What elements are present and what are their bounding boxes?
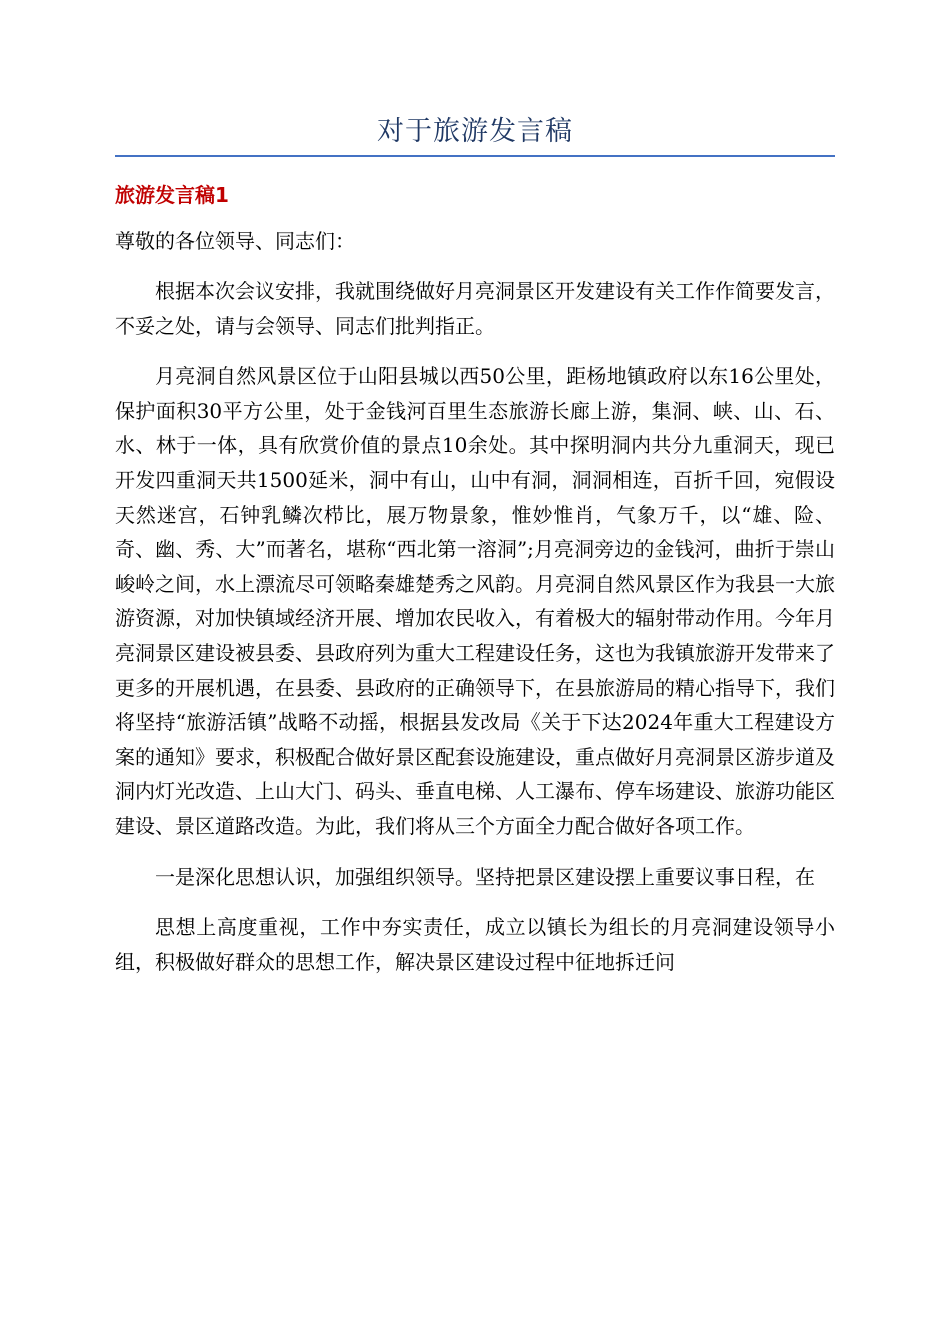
- paragraph-intro: 根据本次会议安排，我就围绕做好月亮洞景区开发建设有关工作作简要发言，不妥之处，请与会领导、同志们批判指正。: [115, 279, 835, 338]
- document-body: [115, 224, 835, 995]
- title-underline: [115, 155, 835, 157]
- document-title: 对于旅游发言稿: [377, 116, 573, 147]
- section-heading: 旅游发言稿1: [115, 183, 229, 207]
- paragraph-scenic-area: 月亮洞自然风景区位于山阳县城以西50公里，距杨地镇政府以东16公里处，保护面积30平方公里，处于金钱河百里生态旅游长廊上游，集洞、峡、山、石、水、林于一体，具有欣赏价值的景点10余处。其中探明洞内共分九重洞天，现已开发四重洞天共1500延米，洞中有山，山中有洞，洞洞相连，百折千回，宛假设天然迷宫，石钟乳鳞次栉比，展万物景象，惟妙惟肖，气象万千，以“雄、险、奇、幽、秀、大”而著名，堪称“西北第一溶洞”;月亮洞旁边的金钱河，曲折于崇山峻岭之间，水上漂流尽可领略秦雄楚秀之风韵。月亮洞自然风景区作为我县一大旅游资源，对加快镇域经济开展、增加农民收入，有着极大的辐射带动作用。今年月亮洞景区建设被县委、县政府列为重大工程建设任务，这也为我镇旅游开发带来了更多的开展机遇，在县委、县政府的正确领导下，在县旅游局的精心指导下，我们将坚持“旅游活镇”战略不动摇，根据县发改局《关于下达2024年重大工程建设方案的通知》要求，积极配合做好景区配套设施建设，重点做好月亮洞景区游步道及洞内灯光改造、上山大门、码头、垂直电梯、人工瀑布、停车场建设、旅游功能区建设、景区道路改造。为此，我们将从三个方面全力配合做好各项工作。: [115, 364, 835, 838]
- salutation: 尊敬的各位领导、同志们：: [115, 229, 355, 253]
- paragraph-point-one-continued: 思想上高度重视，工作中夯实责任，成立以镇长为组长的月亮洞建设领导小组，积极做好群众的思想工作，解决景区建设过程中征地拆迁问: [115, 915, 835, 974]
- paragraph-point-one: 一是深化思想认识，加强组织领导。坚持把景区建设摆上重要议事日程，在: [155, 864, 815, 889]
